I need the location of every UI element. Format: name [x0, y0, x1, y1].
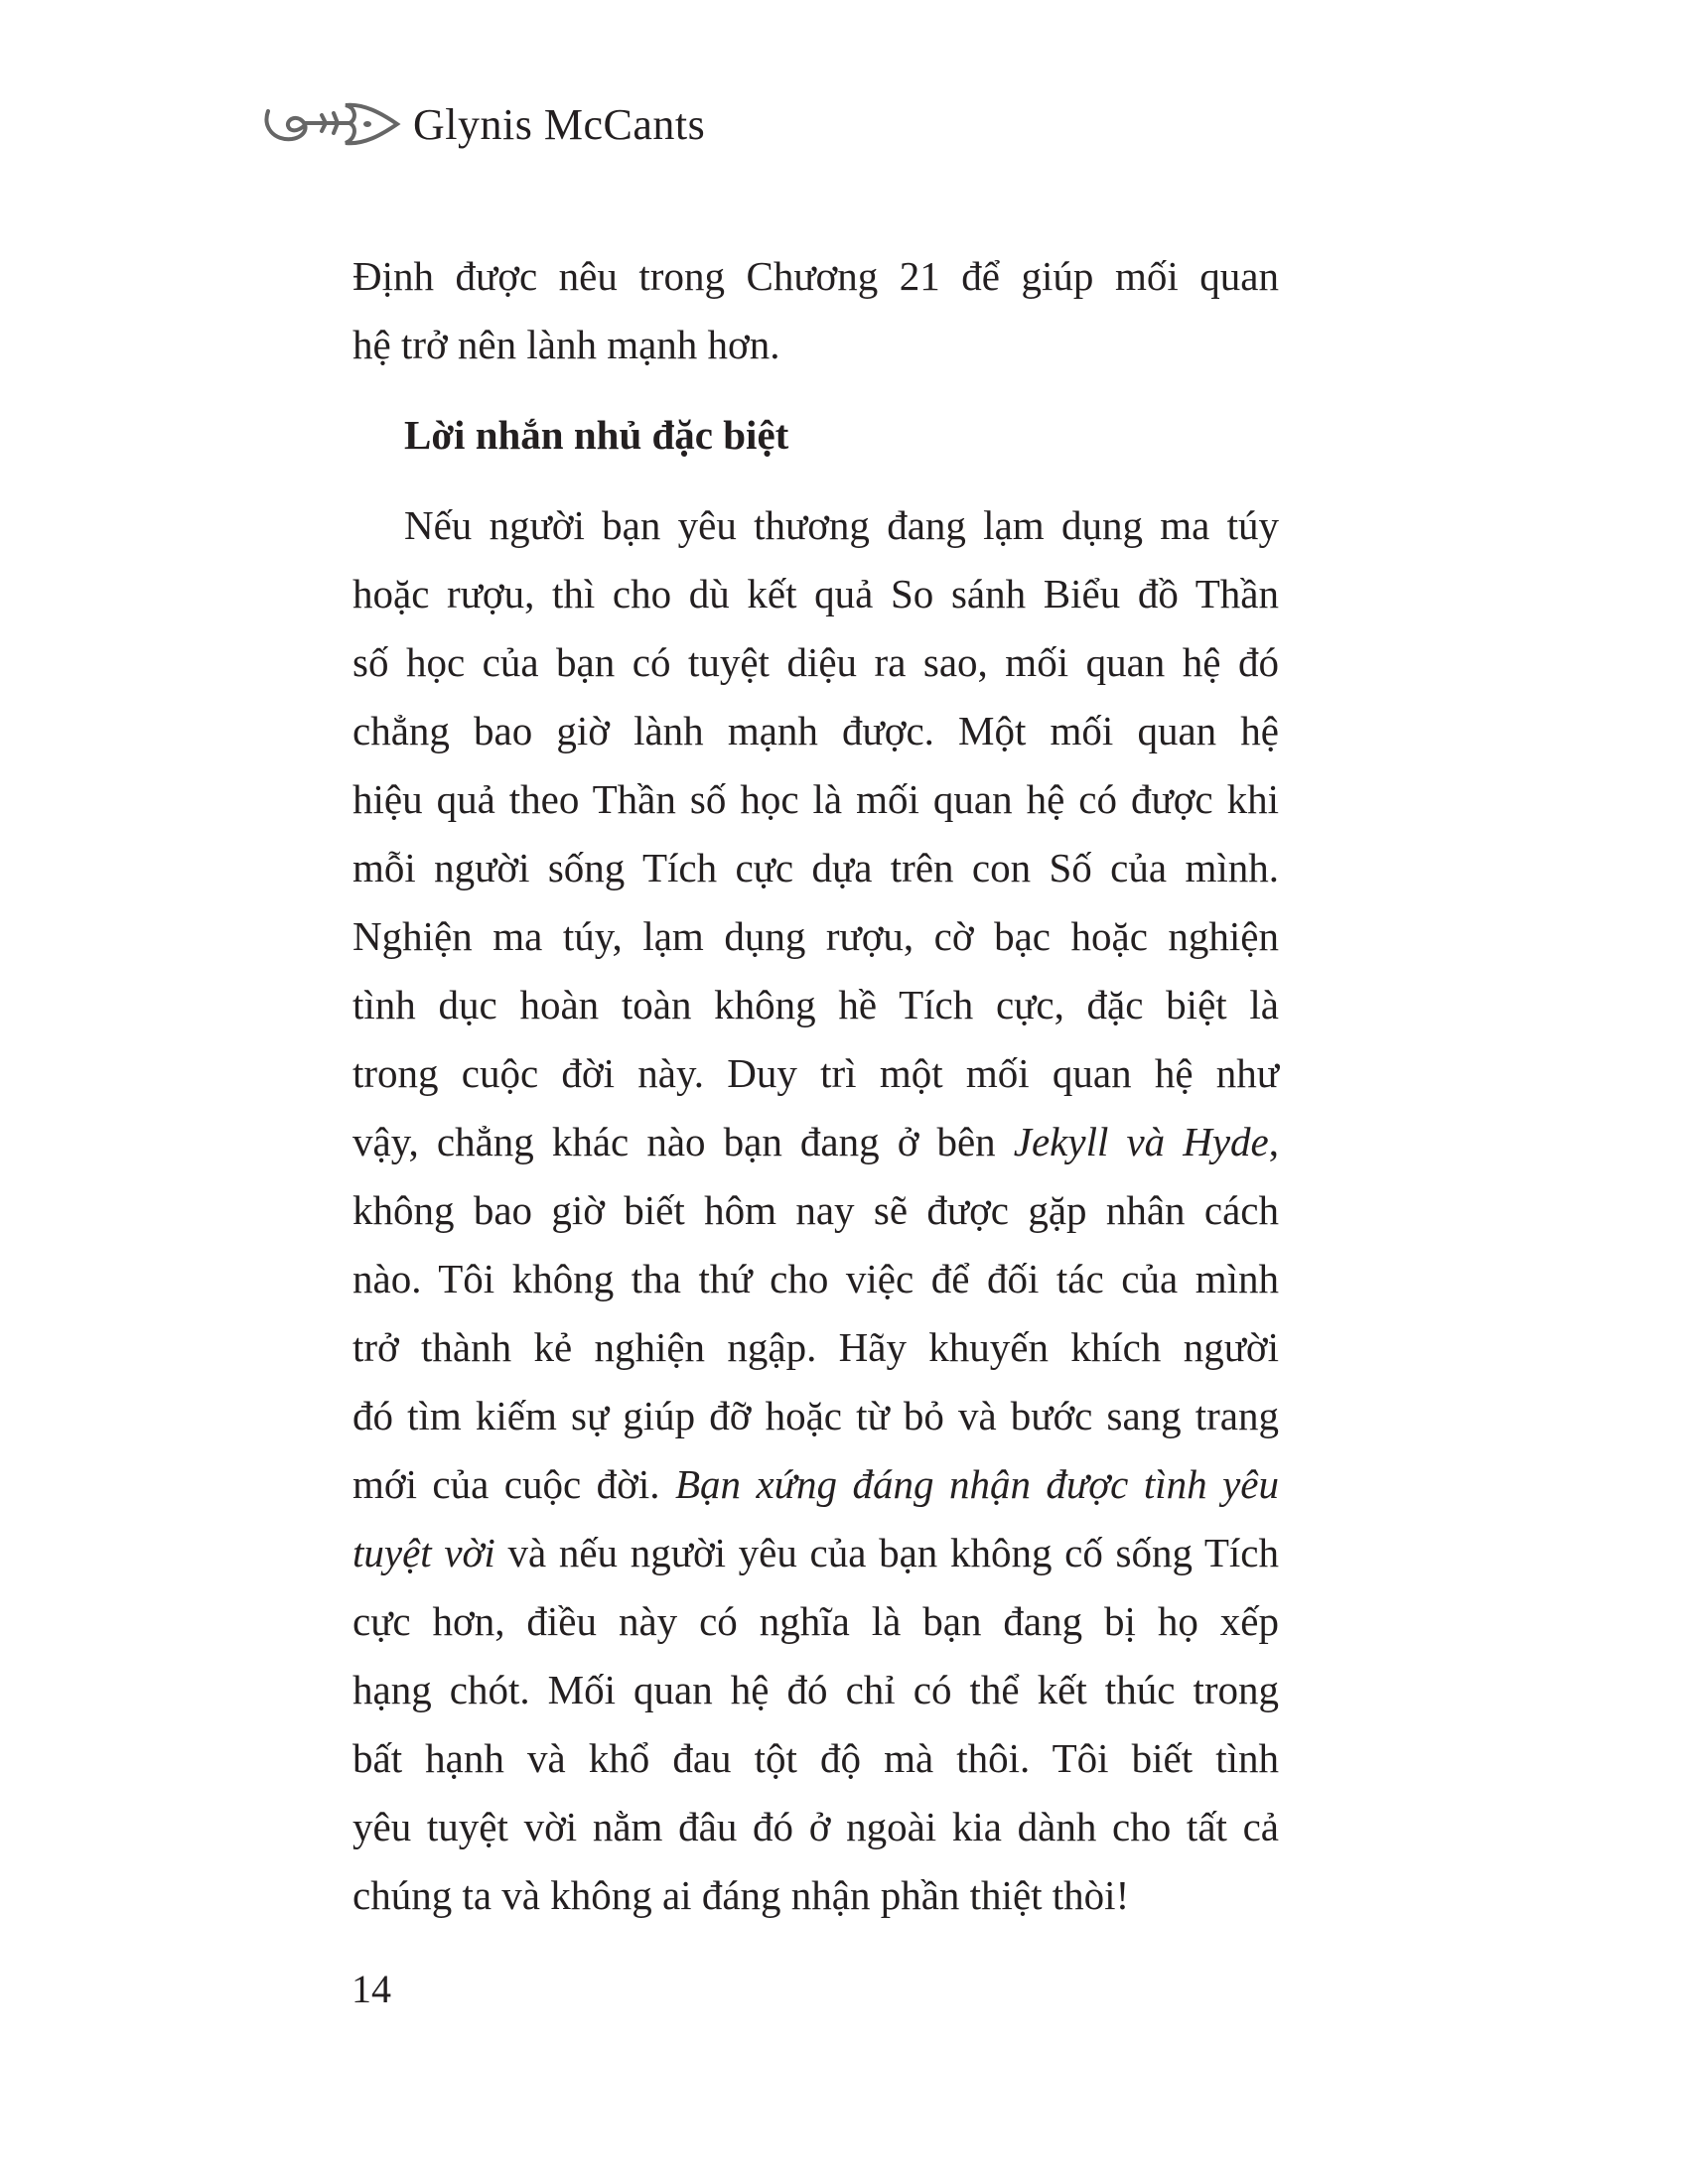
text-span: hoặc rượu, thì cho dù kết quả So sánh Biểu đồ Thần	[352, 571, 1279, 616]
text-span: bất hạnh và khổ đau tột độ mà thôi. Tôi biết tình	[352, 1735, 1279, 1781]
text-line	[352, 1861, 1279, 1930]
text-span: vậy, chẳng khác nào bạn đang ở bên	[352, 1119, 1014, 1164]
text-span: không bao giờ biết hôm nay sẽ được gặp nhân cách	[352, 1187, 1279, 1233]
text-span: Nghiện ma túy, lạm dụng rượu, cờ bạc hoặc nghiện	[352, 913, 1279, 959]
text-span: hệ trở nên lành mạnh hơn.	[352, 322, 780, 367]
text-span: hạng chót. Mối quan hệ đó chỉ có thể kết thúc trong	[352, 1667, 1279, 1712]
text-span: và nếu người yêu của bạn không cố sống Tích	[494, 1530, 1280, 1575]
text-line	[352, 1793, 1279, 1861]
text-line	[352, 1519, 1279, 1587]
ornament-logo-icon	[260, 93, 401, 155]
text-line	[352, 628, 1279, 697]
text-line	[352, 1313, 1279, 1382]
text-line	[352, 242, 1279, 311]
running-header	[260, 89, 705, 159]
text-line	[352, 902, 1279, 971]
text-span: ,	[1268, 1119, 1279, 1164]
italic-text: Jekyll và Hyde	[1013, 1119, 1269, 1164]
text-span: yêu tuyệt vời nằm đâu đó ở ngoài kia dành cho tất cả	[352, 1804, 1279, 1849]
text-line	[352, 491, 1279, 560]
text-line	[352, 1656, 1279, 1724]
text-span: trong cuộc đời này. Duy trì một mối quan hệ như	[352, 1050, 1279, 1096]
section-heading	[352, 401, 1279, 470]
text-span: chúng ta và không ai đáng nhận phần thiệt thòi!	[352, 1872, 1130, 1918]
text-span: cực hơn, điều này có nghĩa là bạn đang bị họ xếp	[352, 1598, 1279, 1644]
text-line	[352, 765, 1279, 834]
text-line	[352, 1587, 1279, 1656]
text-line	[352, 971, 1279, 1039]
text-span: tình dục hoàn toàn không hề Tích cực, đặc biệt là	[352, 982, 1279, 1027]
italic-text: Bạn xứng đáng nhận được tình yêu	[674, 1461, 1279, 1507]
text-line	[352, 1039, 1279, 1108]
text-span: đó tìm kiếm sự giúp đỡ hoặc từ bỏ và bước sang trang	[352, 1393, 1279, 1438]
text-line	[352, 1724, 1279, 1793]
text-span: mới của cuộc đời.	[352, 1461, 675, 1507]
body-text	[352, 242, 1279, 1930]
text-line	[352, 311, 1279, 379]
text-span: trở thành kẻ nghiện ngập. Hãy khuyến khích người	[352, 1324, 1279, 1370]
running-title: Glynis McCants	[413, 99, 706, 149]
text-line	[352, 1382, 1279, 1450]
text-line	[352, 1108, 1279, 1176]
text-line	[352, 560, 1279, 628]
text-span: hiệu quả theo Thần số học là mối quan hệ có được khi	[352, 776, 1279, 822]
text-line	[352, 834, 1279, 902]
page-number: 14	[352, 1967, 391, 2011]
italic-text: tuyệt vời	[352, 1530, 495, 1575]
text-line	[352, 697, 1279, 765]
text-span: chẳng bao giờ lành mạnh được. Một mối quan hệ	[352, 708, 1279, 753]
text-line	[352, 1450, 1279, 1519]
text-span: Nếu người bạn yêu thương đang lạm dụng ma túy	[404, 502, 1279, 548]
text-span: Lời nhắn nhủ đặc biệt	[404, 412, 789, 458]
text-line	[352, 1176, 1279, 1245]
text-span: mỗi người sống Tích cực dựa trên con Số của mình.	[352, 845, 1279, 890]
text-span: nào. Tôi không tha thứ cho việc để đối tác của mình	[352, 1256, 1279, 1301]
text-span: số học của bạn có tuyệt diệu ra sao, mối quan hệ đó	[352, 639, 1279, 685]
text-line	[352, 1245, 1279, 1313]
text-span: Định được nêu trong Chương 21 để giúp mối quan	[352, 253, 1279, 299]
